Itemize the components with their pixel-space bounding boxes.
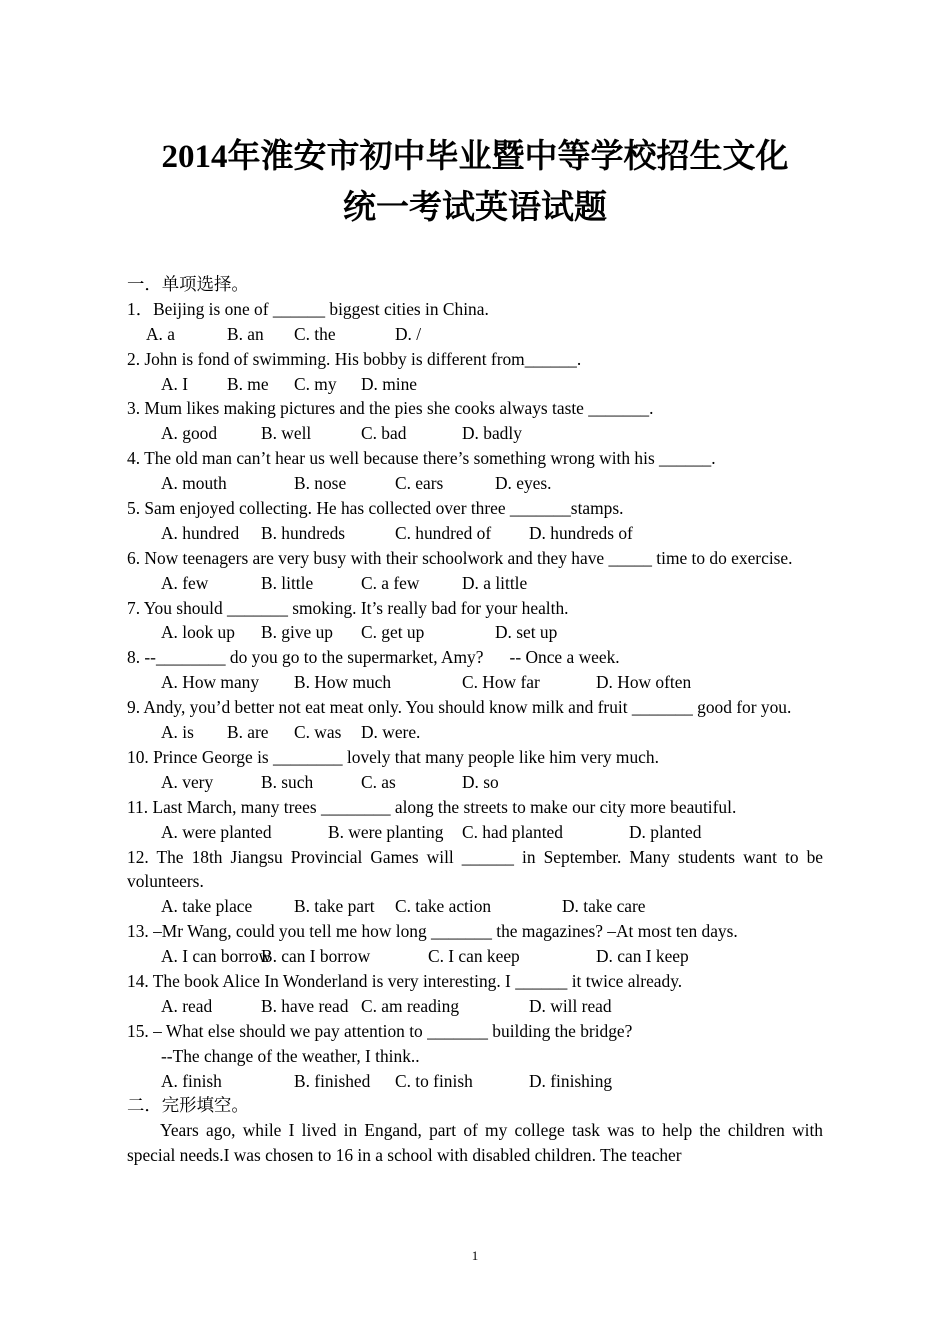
option-d: D. mine [361, 373, 418, 394]
option-d: D. finishing [529, 1070, 613, 1091]
option-b: B. me [227, 373, 269, 394]
question-stem: 9. Andy, you’d better not eat meat only. You should know milk and fruit _______ good for you. [127, 697, 792, 718]
option-c: C. get up [361, 622, 425, 643]
option-a: A. take place [161, 896, 253, 917]
question-options [127, 820, 823, 845]
question-stem: 2. John is fond of swimming. His bobby is different from______. [127, 348, 582, 369]
question-options [127, 894, 823, 919]
option-a: A. very [161, 771, 214, 792]
question-stem: 7. You should _______ smoking. It’s really bad for your health. [127, 597, 569, 618]
page-number: 1 [471, 1248, 479, 1263]
option-d: D. / [395, 323, 422, 344]
question-stem: 5. Sam enjoyed collecting. He has collected over three _______stamps. [127, 498, 624, 519]
title-line-2: 统一考试英语试题 [343, 190, 607, 226]
option-d: D. badly [462, 423, 522, 444]
question-stem: 12. The 18th Jiangsu Provincial Games will ______ in September. Many students want to be volunteers. [127, 846, 823, 892]
option-b: B. can I borrow [261, 946, 371, 967]
option-d: D. eyes. [495, 473, 552, 494]
exam-content [127, 272, 823, 1168]
question-options [127, 1069, 823, 1094]
option-b: B. take part [294, 896, 375, 917]
question-options [127, 421, 823, 446]
option-b: B. an [227, 323, 264, 344]
option-d: D. were. [361, 722, 421, 743]
question-stem: 1．Beijing is one of ______ biggest cities in China. [127, 298, 489, 319]
question-options [127, 372, 823, 397]
question-options [127, 471, 823, 496]
option-b: B. are [227, 722, 269, 743]
option-b: B. hundreds [261, 522, 346, 543]
option-b: B. finished [294, 1070, 371, 1091]
option-c: C. my [294, 373, 337, 394]
question-stem: 14. The book Alice In Wonderland is very interesting. I ______ it twice already. [127, 971, 683, 991]
option-c: C. bad [361, 423, 407, 444]
option-a: A. I [161, 373, 189, 394]
option-a: A. is [161, 722, 194, 743]
question-options [127, 571, 823, 596]
option-c: C. as [361, 771, 396, 792]
question-stem: 6. Now teenagers are very busy with their schoolwork and they have _____ time to do exercise. [127, 547, 793, 568]
option-d: D. take care [562, 896, 646, 917]
option-d: D. planted [629, 821, 702, 842]
question-stem: 11. Last March, many trees ________ along the streets to make our city more beautiful. [127, 796, 737, 817]
option-b: B. How much [294, 672, 392, 693]
question-stem: 4. The old man can’t hear us well because there’s something wrong with his ______. [127, 448, 716, 469]
option-a: A. look up [161, 622, 235, 643]
option-b: B. little [261, 572, 314, 593]
option-c: C. I can keep [428, 946, 520, 967]
option-c: C. How far [462, 672, 540, 693]
option-d: D. will read [529, 995, 612, 1016]
option-b: B. were planting [328, 821, 444, 842]
option-a: A. a [146, 323, 175, 344]
section-heading-2: 二．完形填空。 [127, 1095, 249, 1116]
option-a: A. good [161, 423, 218, 444]
question-options [127, 770, 823, 795]
option-d: D. can I keep [596, 946, 689, 967]
option-c: C. ears [395, 473, 444, 494]
option-c: C. a few [361, 572, 420, 593]
option-c: C. hundred of [395, 522, 492, 543]
option-c: C. was [294, 722, 342, 743]
option-c: C. to finish [395, 1070, 473, 1091]
option-c: C. had planted [462, 821, 563, 842]
question-stem: 13. –Mr Wang, could you tell me how long _______ the magazines? –At most ten days. [127, 921, 738, 942]
question-stem: 10. Prince George is ________ lovely that many people like him very much. [127, 746, 659, 767]
option-b: B. give up [261, 622, 333, 643]
option-b: B. have read [261, 995, 349, 1016]
question-options [127, 720, 823, 745]
option-d: D. How often [596, 672, 692, 693]
question-stem: 8. --________ do you go to the supermarket, Amy? -- Once a week. [127, 647, 620, 668]
option-a: A. few [161, 572, 209, 593]
option-b: B. such [261, 771, 314, 792]
title-line-1: 2014年淮安市初中毕业暨中等学校招生文化 [161, 139, 789, 175]
option-a: A. finish [161, 1070, 222, 1091]
option-a: A. I can borrow [161, 946, 272, 967]
question-options [127, 944, 823, 969]
option-a: A. How many [161, 672, 260, 693]
question-stem: 3. Mum likes making pictures and the pies she cooks always taste _______. [127, 398, 654, 419]
question-options [127, 620, 823, 645]
option-d: D. hundreds of [529, 522, 633, 543]
option-b: B. well [261, 423, 312, 444]
option-a: A. were planted [161, 821, 272, 842]
question-options [127, 994, 823, 1019]
cloze-passage: Years ago, while I lived in Engand, part of my college task was to help the children with special needs.I was chosen to 16 in a school with disabled children. The teacher [127, 1120, 823, 1166]
question-options [127, 322, 823, 347]
option-c: C. the [294, 323, 336, 344]
option-a: A. mouth [161, 473, 227, 494]
question-stem: 15. – What else should we pay attention to _______ building the bridge? [127, 1020, 633, 1041]
option-d: D. so [462, 771, 499, 792]
option-b: B. nose [294, 473, 347, 494]
option-c: C. am reading [361, 995, 460, 1016]
question-options [127, 670, 823, 695]
question-stem-continued: --The change of the weather, I think.. [161, 1045, 420, 1066]
option-c: C. take action [395, 896, 492, 917]
option-a: A. read [161, 995, 213, 1016]
section-heading-1: 一．单项选择。 [127, 274, 249, 294]
question-options [127, 521, 823, 546]
option-d: D. set up [495, 622, 558, 643]
option-d: D. a little [462, 572, 528, 593]
option-a: A. hundred [161, 522, 240, 543]
